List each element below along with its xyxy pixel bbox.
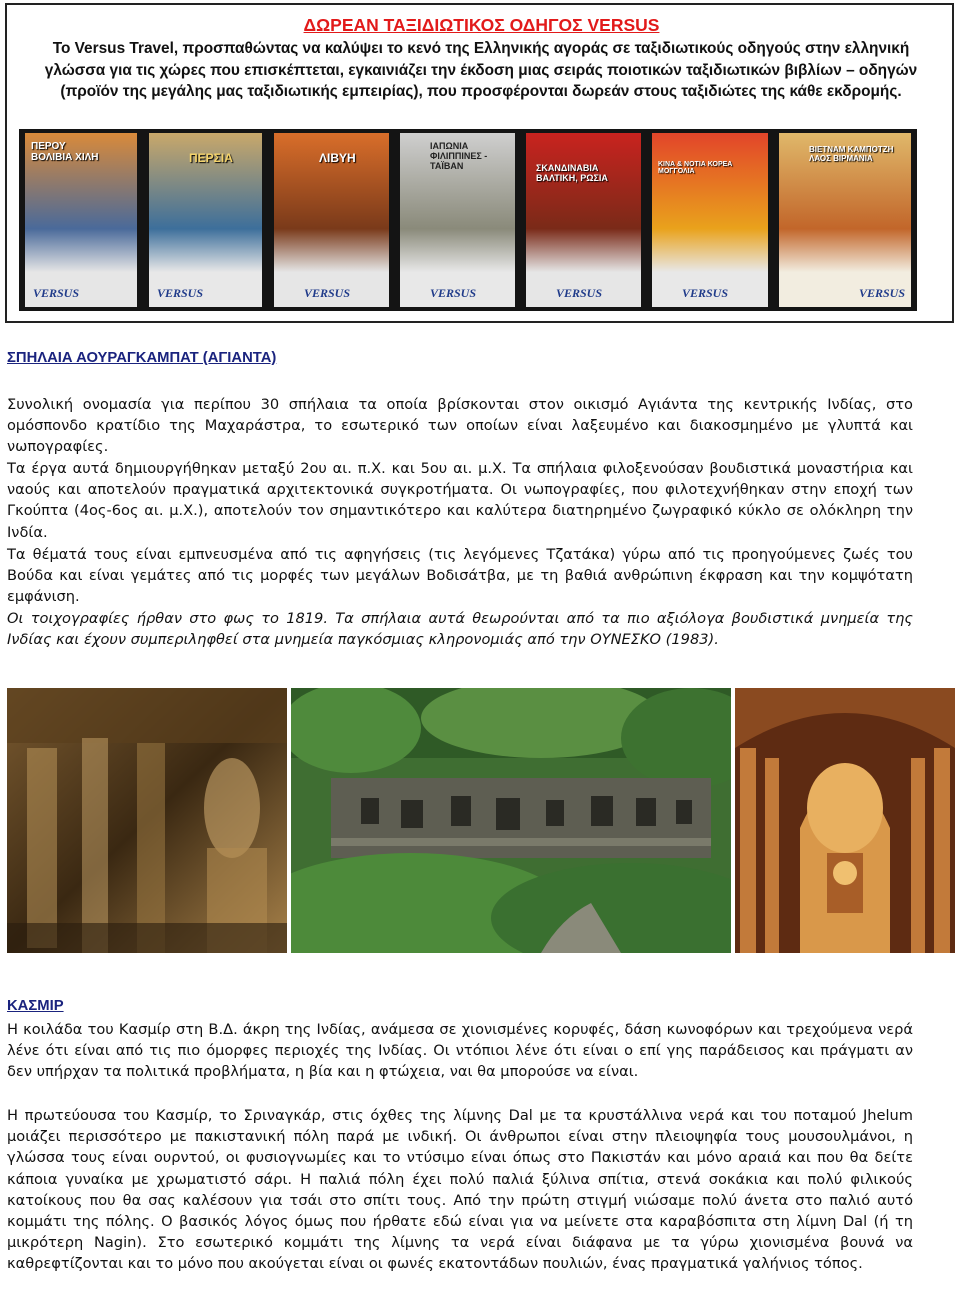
guide-cover <box>274 133 389 307</box>
versus-logo: VERSUS <box>556 286 603 300</box>
ajanta-paragraph-4: Οι τοιχογραφίες ήρθαν στο φως το 1819. Τα σπήλαια αυτά θεωρούνται από τα πιο αξιόλογα βουδιστικά μνημεία της Ινδίας και έχουν συμπεριληφθεί στα μνημεία παγκόσμιας κληρονομιάς από την ΟΥΝΕΣΚΟ (1983). <box>7 610 913 649</box>
guide-cover <box>25 133 137 307</box>
guide-cover-title: ΠΕΡΟΥ ΒΟΛΙΒΙΑ ΧΙΛΗ <box>31 141 99 163</box>
guide-cover <box>149 133 262 307</box>
ajanta-paragraph-1: Συνολική ονομασία για περίπου 30 σπήλαια τα οποία βρίσκονται στον οικισμό Αγιάντα της κεντρικής Ινδίας, στο ομόσπονδο κρατίδιο της Μαχαράστρα, το εσωτερικό των οποίων είναι λαξευμένο και διακοσμημένο με γλυπτά και νωπογραφίες. <box>7 396 913 456</box>
cave-interior-image <box>7 688 287 953</box>
promo-title: ΔΩΡΕΑΝ ΤΑΞΙΔΙΩΤΙΚΟΣ ΟΔΗΓΟΣ VERSUS <box>303 15 660 35</box>
guide-cover <box>779 133 911 307</box>
guide-cover <box>526 133 641 307</box>
kashmir-paragraph-2: Η πρωτεύουσα του Κασμίρ, το Σριναγκάρ, στις όχθες της λίμνης Dal με τα κρυστάλλινα νερά και του ποταμού Jhelum μοιάζει περισσότερο με πακιστανική πόλη παρά με ινδική. Οι άνθρωποι είναι στην πλειοψηφία τους μουσουλμάνοι, η γλώσσα τους είναι ουρντού, οι φυσιογνωμίες και το ντύσιμο είναι όπως στο Πακιστάν και μόνο αραιά και που θα δείτε κάποια γυναίκα με χρωματιστό σάρι. Η παλιά πόλη έχει πολύ παλιά ξύλινα σπίτια, στενά σοκάκια και πολύ φιλικούς κατοίκους που θα σας καλέσουν για τσάι στο σπίτι τους. Από την πρώτη στιγμή νιώσαμε πολύ άνετα στο παλιό αυτό κομμάτι της πόλης. Ο βασικός λόγος όμως που ήρθατε εδώ είναι για να μείνετε στα καραβόσπιτα στη λίμνη Dal (ή τη μικρότερη Nagin). Στο εσωτερικό κομμάτι της λίμνης τα νερά είναι διάφανα με τα γύρω χιονισμένα βουνά να καθρεφτίζονται και το μόνο που ακούγεται είναι οι φωνές εκατοντάδων πουλιών, ένας πραγματικά γαλήνιος τόπος. <box>7 1107 913 1273</box>
versus-logo: VERSUS <box>157 286 204 300</box>
photo-cave-interior <box>7 688 287 953</box>
guide-covers-strip <box>19 129 917 311</box>
section-heading-ajanta: ΣΠΗΛΑΙΑ ΑΟΥΡΑΓΚΑΜΠΑΤ (ΑΓΙΑΝΤΑ) <box>7 350 277 366</box>
ajanta-paragraph-2: Τα έργα αυτά δημιουργήθηκαν μεταξύ 2ου αι. π.Χ. και 5ου αι. μ.Χ. Τα σπήλαια φιλοξενούσαν βουδιστικά μοναστήρια και ναούς και αποτελούν πραγματικά αρχιτεκτονικά συγκροτήματα. Οι νωπογραφίες, που φιλοτεχνήθηκαν στην εποχή των Γκούπτα (4ος-6ος αι. μ.Χ.), αποτελούν τον σημαντικότερο και καλύτερα διατηρημένο ζωγραφικό κύκλο σε ολόκληρη την Ινδία. <box>7 460 913 541</box>
kashmir-paragraph-1: Η κοιλάδα του Κασμίρ στη Β.Δ. άκρη της Ινδίας, ανάμεσα σε χιονισμένες κορυφές, δάση κωνοφόρων και τρεχούμενα νερά λένε ότι είναι από τις πιο όμορφες περιοχές της Ινδίας. Οι ντόπιοι λένε ότι είναι ο επί γης παράδεισος και πράγματι αν δεν υπήρχαν τα πολιτικά προβλήματα, η βία και η φτώχεια, ναι θα μπορούσε να είναι. <box>7 1021 913 1081</box>
chaitya-hall-image <box>735 688 955 953</box>
guide-cover <box>652 133 768 307</box>
guide-cover-title: ΒΙΕΤΝΑΜ ΚΑΜΠΟΤΖΗ ΛΑΟΣ ΒΙΡΜΑΝΙΑ <box>809 145 894 163</box>
versus-logo: VERSUS <box>304 286 351 300</box>
versus-logo: VERSUS <box>430 286 477 300</box>
guide-cover-title: ΣΚΑΝΔΙΝΑΒΙΑ ΒΑΛΤΙΚΗ, ΡΩΣΙΑ <box>536 163 608 183</box>
versus-logo: VERSUS <box>682 286 729 300</box>
guide-cover <box>400 133 515 307</box>
guide-cover-title: ΙΑΠΩΝΙΑ ΦΙΛΙΠΠΙΝΕΣ - ΤΑΪΒΑΝ <box>430 141 488 171</box>
photo-chaitya-hall <box>735 688 955 953</box>
guide-cover-title: ΠΕΡΣΙΑ <box>189 151 233 165</box>
photo-cave-cliffs <box>291 688 731 953</box>
guide-cover-title: ΚΙΝΑ & ΝΟΤΙΑ ΚΟΡΕΑ ΜΟΓΓΟΛΙΑ <box>658 161 733 175</box>
cave-cliffs-image <box>291 688 731 953</box>
ajanta-paragraph-3: Τα θέματά τους είναι εμπνευσμένα από τις αφηγήσεις (τις λεγόμενες Τζατάκα) γύρω από τις προηγούμενες ζωές του Βούδα και είναι γεμάτες από τις μορφές των μεγάλων Βοδισάτβα, με τη βαθιά ανθρώπινη έκφραση και την κομψότατη εμφάνιση. <box>7 546 913 606</box>
guide-cover-title: ΛΙΒΥΗ <box>319 151 356 165</box>
versus-logo: VERSUS <box>859 286 906 300</box>
section-heading-kashmir: ΚΑΣΜΙΡ <box>7 998 64 1014</box>
versus-logo: VERSUS <box>33 286 80 300</box>
promo-description: Το Versus Travel, προσπαθώντας να καλύψει το κενό της Ελληνικής αγοράς σε ταξιδιωτικούς οδηγούς στην ελληνική γλώσσα για τις χώρες που επισκέπτεται, εγκαινιάζει την έκδοση μιας σειράς ποιοτικών ταξιδιωτικών βιβλίων – οδηγών (προϊόν της μεγάλης μας ταξιδιωτικής εμπειρίας), που προσφέρονται δωρεάν στους ταξιδιώτες της κάθε εκδρομής. <box>44 40 918 100</box>
